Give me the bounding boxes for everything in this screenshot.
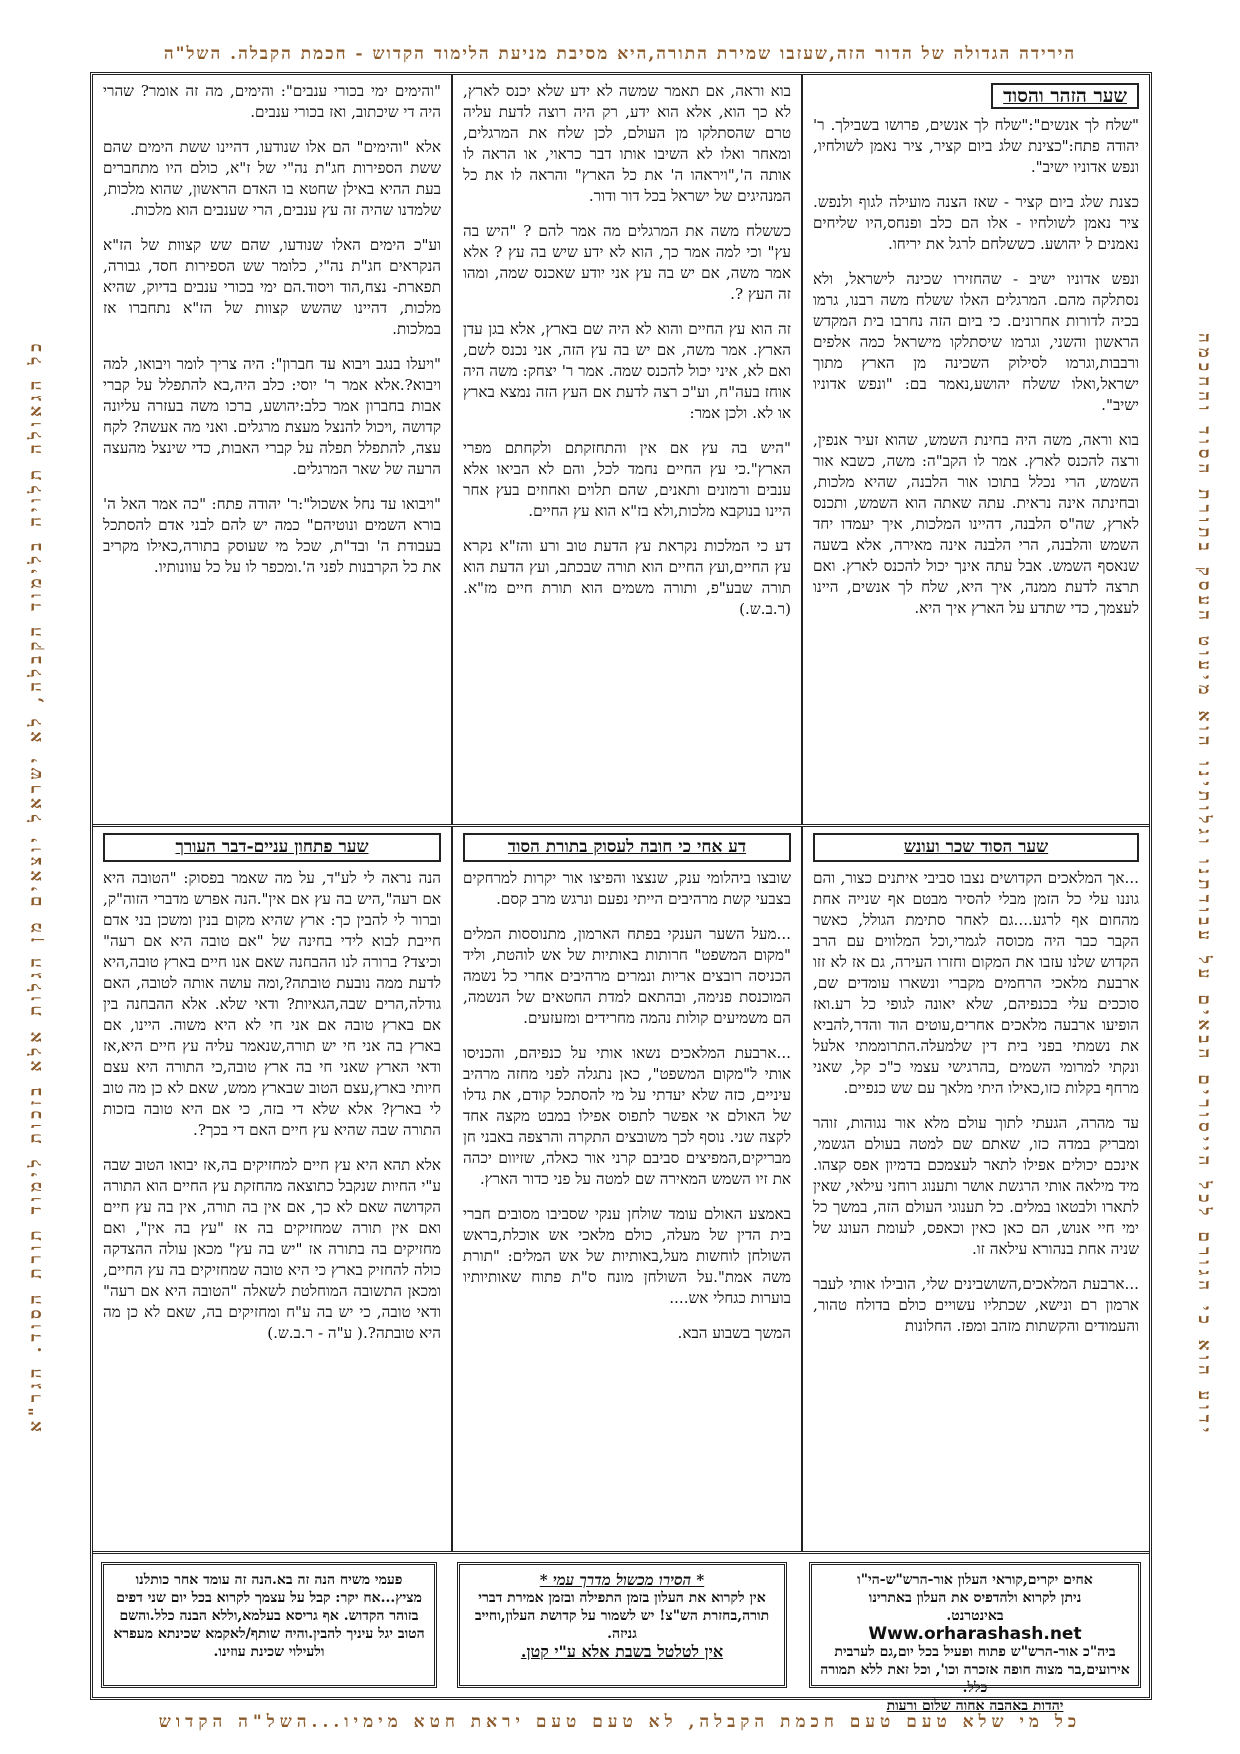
paragraph: ונפש אדוניו ישיב - שהחזירו שכינה לישראל, ולא נסתלקה מהם. המרגלים האלו ששלח משה רבנו, גרמו בכיה לדורות אחרונים. כי ביום הזה נחרבו בית המקדש הראשון והשני, וגרמו שיסתלקו מישראל כמה אלפים ורבבות,וגרמו לסילוק השכינה מן הארץ מתוך ישראל,ואלו ששלח יהושע,נאמר בם: "ונפש אדוניו ישיב". [813, 270, 1139, 414]
secret-study-column [451, 827, 801, 1551]
editor-column [93, 827, 451, 1551]
paragraph: באמצע האולם עומד שולחן ענקי שסביבו מסובים חברי בית הדין של מעלה, כולם מלאכי אש אוכלת,בראש השולחן לוחשות מעל,באותיות של אש המלים: "תורת משה אמת".על השולחן מונח ס"ת פתוח שאותיותיו בוערות כגחלי אש.... [463, 1205, 791, 1307]
notice-body: אין לקרוא את העלון בזמן התפילה ובזמן אמירת דברי תורה,בחזרת הש"צ! יש לשמור על קדושת העלון,וחייב גניזה. [474, 1590, 770, 1642]
paragraph: בוא וראה, משה היה בחינת השמש, שהוא זעיר אנפין, ורצה להכנס לארץ. אמר לו הקב"ה: משה, כשבא אור השמש, הרי נכלל בתוכו אור הלבנה, שהיא מלכות, ובחינתה אינה נראית. עתה שאתה הוא השמש, ותכנס לארץ, שה"ס הלבנה, דהיינו המלכות, איך יעמדו יחד השמש והלבנה, הרי הלבנה אינה מאירה, אלא בשעה שנאסף השמש. אבל עתה אינך יכול להכנס לארץ. ואם תרצה לדעת ממנה, איך היא, שלח לך אנשים, היינו לעצמך, כדי שתדע על הארץ איך היא. [813, 431, 1139, 617]
paragraph: ...מעל השער הענקי בפתח הארמון, מתנוססות המלים "מקום המשפט" חרותות באותיות של אש לוהטת, וליד הכניסה רובצים אריות ונמרים מרהיבים אחרי כל נשמה המוכנסת פנימה, ובהתאם למדת החטאים של הנשמה, הם משמיעים קולות נהמה מחרידים ומזעזעים. [463, 925, 791, 1027]
paragraph: "ויעלו בנגב ויבוא עד חברון": היה צריך לומר ויבואו, למה ויבוא?.אלא אמר ר' יוסי: כלב היה,בא להתפלל על קברי אבות בחברון אמר כלב:יהושע, ברכו משה בעזרה עליונה קדושה ,ויכול להנצל מעצת מרגלים. ואני מה אעשה? לקח עצה, להתפלל תפלה על קברי האבות, כדי שינצל מהעצה הרעה של שאר המרגלים. [103, 355, 441, 478]
bottom-banner: כל מי שלא טעם טעם חכמת הקבלה, לא טעם טעם יראת חטא מימיו...השל"ה הקדוש [158, 1712, 1082, 1732]
notice-body: פעמי משיח הנה זה בא.הנה זה עומד אחר כותלנו מציץ...אח יקר: קבל על עצמך לקרוא בכל יום שני דפים בזוהר הקדוש. אף גריסא בעלמא,וללא הבנה כלל.והשם הטוב יגל עיניך להבין.והיה שותף/לאקמא שכינתא מעפרא ולעילוי שכינת עוזינו. [113, 1572, 425, 1660]
middle-section [93, 827, 1149, 1554]
paragraph: כששלח משה את המרגלים מה אמר להם ? "היש בה עץ" וכי למה אמר כך, הוא לא ידע שיש בה עץ ? אלא אמר משה, אם יש בה עץ אני יודע שאכנס שמה, ומהו זה העץ ?. [463, 222, 791, 303]
zohar-column-2 [451, 75, 801, 824]
paragraph: "שלח לך אנשים":"שלח לך אנשים, פרושו בשבילך. ר' יהודה פתח:"כצינת שלג ביום קציר, ציר נאמן לשולחיו, ונפש אדוניו ישיב". [813, 116, 1139, 176]
right-side-banner: ידוע הוא כי הגורם לכל הייסורים הבאים על עבודתנו וגלותינו הוא מיעוט העסק בתורת הסוד והחכמה [1194, 332, 1214, 1438]
notice-line: יהדות באהבה אחוה שלום ורעות [886, 1698, 1064, 1714]
content-frame [90, 72, 1152, 1714]
zohar-column-3 [93, 75, 451, 824]
section-title: דע אחי כי חובה לעסוק בתורת הסוד [463, 833, 791, 862]
paragraph: ...ארבעת המלאכים,השושבינים שלי, הובילו אותי לעבר ארמון רם ונישא, שכתליו עשויים כולם בדולח טהור, והעמודים והקשתות מזהב ומפז. החלונות [813, 1275, 1139, 1335]
zohar-column [801, 75, 1149, 824]
paragraph: אלא "והימים" הם אלו שנודעו, דהיינו ששת הימים שהם ששת הספירות חג"ת נה"י של ז"א, כולם היו מתחברים בעת ההיא באילן שחטא בו האדם הראשון, שהוא מלכות, שלמדנו שהיה זה עץ ענבים, הרי שענבים הוא מלכות. [103, 138, 441, 219]
paragraph: שובצו ביהלומי ענק, שנצצו והפיצו אור יקרות למרחקים בצבעי קשת מרהיבים הייתי נפעם ונרגש מרב קסם. [463, 869, 791, 908]
section-title: שער הזהר והסוד [991, 83, 1139, 109]
notice-line: באינטרנט. [946, 1608, 1004, 1624]
paragraph: אלא תהא היא עץ חיים למחזיקים בה,אז יבואו הטוב שבה ע"י החיות שנקבל כתוצאה מהחזקת עץ החיים הוא התורה הקדושה שאם לא כך, אם אין בה תורה, אין בה עץ חיים ואם אין תורה שמחזיקים בה אז "עץ בה אין", ואם מחזיקים בה בתורה אז "יש בה עץ" מכאן עולה ההצדקה כולה להחזיק בארץ כי היא טובה שמחזיקים בה עץ החיים, ומכאן התשובה המוחלטת לשאלה "הטובה היא אם רעה" ודאי טובה, כי יש בה ע"ח ומחזיקים בה, שאם לא כן מה היא טובתה?.( ע"ה - ר.ב.ש.) [103, 1156, 441, 1342]
paragraph: ...אך המלאכים הקדושים נצבו סביבי איתנים כצור, והם גוננו עלי כל הזמן מבלי להסיר מבטם אף שנייה אחת מהחום אף לרגע....גם לאחר סתימת הגולל, כאשר הקבר כבר היה מכוסה לגמרי,וכל המלווים עם הרב הקדוש שלנו עזבו את המקום וחזרו העירה, גם אז לא זזו ארבעת מלאכי הרחמים מקברי ונשארו עומדים שם, סוככים עלי בכנפיהם, שלא יאונה לגופי כל רע.ואז הופיעו ארבעה מלאכים אחרים,עוטים הוד והדר,להביא את נשמתי בפני בית דין שלמעלה.התרוממתי אלעל ונקתי למרומי השמים ,בהרגישי עצמי כ"כ קל, שאני מרחף בקלות כזו,כאילו היתי מלאך עם שש כנפיים. [813, 869, 1139, 1097]
paragraph: וע"כ הימים האלו שנודעו, שהם שש קצוות של הז"א הנקראים חג"ת נה"י, כלומר שש הספירות חסד, גבורה, תפארת- נצח,הוד ויסוד.הם ימי בכורי ענבים בדיוק, שהיא מלכות, דהיינו שהשש קצוות של הז"א נתחברו אז במלכות. [103, 236, 441, 338]
paragraph: כצנת שלג ביום קציר - שאז הצנה מועילה לגוף ולנפש. ציר נאמן לשולחיו - אלו הם כלב ופנחס,היו שליחים נאמנים ל יהושע. כששלחם לרגל את יריחו. [813, 193, 1139, 253]
left-side-banner: כל הגאולה תלויה בלימוד הקבלה, לא ישראל יוצאים מן הגלות אלא בזכות לימוד תורת הסוד. הגר"א [26, 338, 46, 1432]
zohar-reading-box [101, 1562, 437, 1688]
paragraph: בוא וראה, אם תאמר שמשה לא ידע שלא יכנס לארץ, לא כך הוא, אלא הוא ידע, רק היה רוצה לדעת עליה טרם שהסתלקו מן העולם, לכן שלח את המרגלים, ומאחר ואלו לא השיבו אותו דבר כראוי, או הראה לו אותה ה',"ויראהו ה' את כל הארץ" והראה לו את כל המנהיגים של ישראל בכל דור ודור. [463, 82, 791, 205]
paragraph: דע כי המלכות נקראת עץ הדעת טוב ורע והז"א נקרא עץ החיים,ועץ החיים הוא תורה שבכתב, ועץ הדעת הוא תורה שבע"פ, ותורה משמים הוא תורת חיים מז"א. (ר.ב.ש.) [463, 537, 791, 618]
notice-title: * הסירו מכשול מדרך עמי * [539, 1571, 705, 1589]
section-title: שער הסוד שכר ועונש [813, 833, 1139, 862]
paragraph: "היש בה עץ אם אין והתחזקתם ולקחתם מפרי הארץ".כי עץ החיים נחמד לכל, והם לא הביאו אלא ענבים ורמונים ותאנים, שהם תלוים ואחוזים בעץ אחר היינו בנוקבא מלכות,ולא בז"א הוא עץ החיים. [463, 439, 791, 520]
notice-line: ניתן לקרוא ולהדפיס את העלון באתרינו [868, 1590, 1082, 1606]
paragraph: זה הוא עץ החיים והוא לא היה שם בארץ, אלא בגן עדן הארץ. אמר משה, אם יש בה עץ הזה, אני נכנס לשם, ואם לא, איני יכול להכנס שמה. אמר ר' יצחק: משה היה אוחז בעה"ח, וע"כ רצה לדעת אם העץ הזה נמצא בארץ או לא. ולכן אמר: [463, 320, 791, 422]
top-banner: הירידה הגדולה של הדור הזה,שעזבו שמירת התורה,היא מסיבת מניעת הלימוד הקדוש - חכמת הקבלה. השל"ה [163, 44, 1077, 64]
notice-line: ביה"כ אור-הרש"ש פתוח ופעיל בכל יום,גם לערבית אירועים,בר מצוה חופה אזכרה וכו', וכל זאת ללא תמורה כלל. [820, 1644, 1130, 1696]
paragraph: המשך בשבוע הבא. [677, 1324, 791, 1342]
paragraph: עד מהרה, הגעתי לתוך עולם מלא אור נגוהות, זוהר ומבריק במדה כזו, שאתם שם למטה בעולם הגשמי, אינכם יכולים אפילו לתאר לעצמכם בדמיון אפס קצהו. מיד מילאה אותי הרגשת אושר ותענוג רוחני עילאי, שאין לתארו ולבטאו במלים. כל תענוגי העולם הזה, במשך כל ימי חיי אנוש, הם כאן כאין וכאפס, לעומת העונג של שניה אחת בנהורא עילאה זו. [813, 1114, 1139, 1258]
paragraph: הנה נראה לי לע"ד, על מה שאמר בפסוק: "הטובה היא אם רעה",היש בה עץ אם אין".הנה אפרש מדברי הזוה"ק, וברור לי להבין כך: ארץ שהיא מקום בנין ומשכן בני אדם חייבת לבוא לידי בחינה של "אם טובה היא אם רעה" וכיצד? ברורה לנו ההבחנה שאם אנו חיים בארץ טובה,היא לדעת ממה נובעת טובתה?,ומה עושה אותה לטובה, האם גודלה,הרים שבה,הגאיות? ודאי שלא. אלא ההבחנה בין אם בארץ טובה אם אני חי לא היא משוה. היינו, אם בארץ בה אני חי יש תורה,שנאמר עליה עץ חיים היא,אז ודאי הארץ שאני חי בה ארץ טובה,כי התורה היא עצם חיותי בארץ,עצם הטוב שבארץ ממש, שאם לא כן מה טוב לי בארץ? אלא שלא די בזה, כי אם היא טובה בזכות התורה שבה שהיא עץ חיים האם די בכך?. [103, 869, 441, 1139]
notice-emphasis: אין לטלטל בשבת אלא ע"י קטן. [520, 1642, 724, 1661]
sanctity-notice-box [457, 1562, 787, 1688]
paragraph: "ויבואו עד נחל אשכול":ר' יהודה פתח: "כה אמר האל ה' בורא השמים ונוטיהם" כמה יש להם לבני אדם להסתכל בעבודת ה' ובד"ת, שכל מי שעוסק בתורה,כאילו מקריב את כל הקרבנות לפני ה'.ומכפר לו על כל עוונותיו. [103, 495, 441, 576]
reward-column [801, 827, 1149, 1551]
website-notice-box [809, 1562, 1141, 1714]
notice-line: אחים יקרים,קוראי העלון אור-הרש"ש-הי"ו [857, 1572, 1093, 1588]
website-link[interactable]: Www.orharashash.net [868, 1624, 1082, 1644]
top-section [93, 75, 1149, 827]
section-title: שער פתחון עניים-דבר העורך [103, 833, 441, 862]
paragraph: ...ארבעת המלאכים נשאו אותי על כנפיהם, והכניסו אותי ל"מקום המשפט", כאן נתגלה לפני מחזה מרהיב עיניים, כזה שלא יעדתי על מי להסתכל קודם, את גדלו של האולם אי אפשר לתפוס אפילו במבט מקצה אחד לקצה שני. נוסף לכך משובצים התקרה והרצפה באבני חן מבריקים,המפיצים סביבם קרני אור כאלה, שזיוום יכהה את זיו השמש המאירה שם למטה על פני כדור הארץ. [463, 1044, 791, 1188]
notice-section [93, 1554, 1149, 1714]
paragraph: "והימים ימי בכורי ענבים": והימים, מה זה אומר? שהרי היה די שיכתוב, ואז בכורי ענבים. [103, 82, 441, 121]
